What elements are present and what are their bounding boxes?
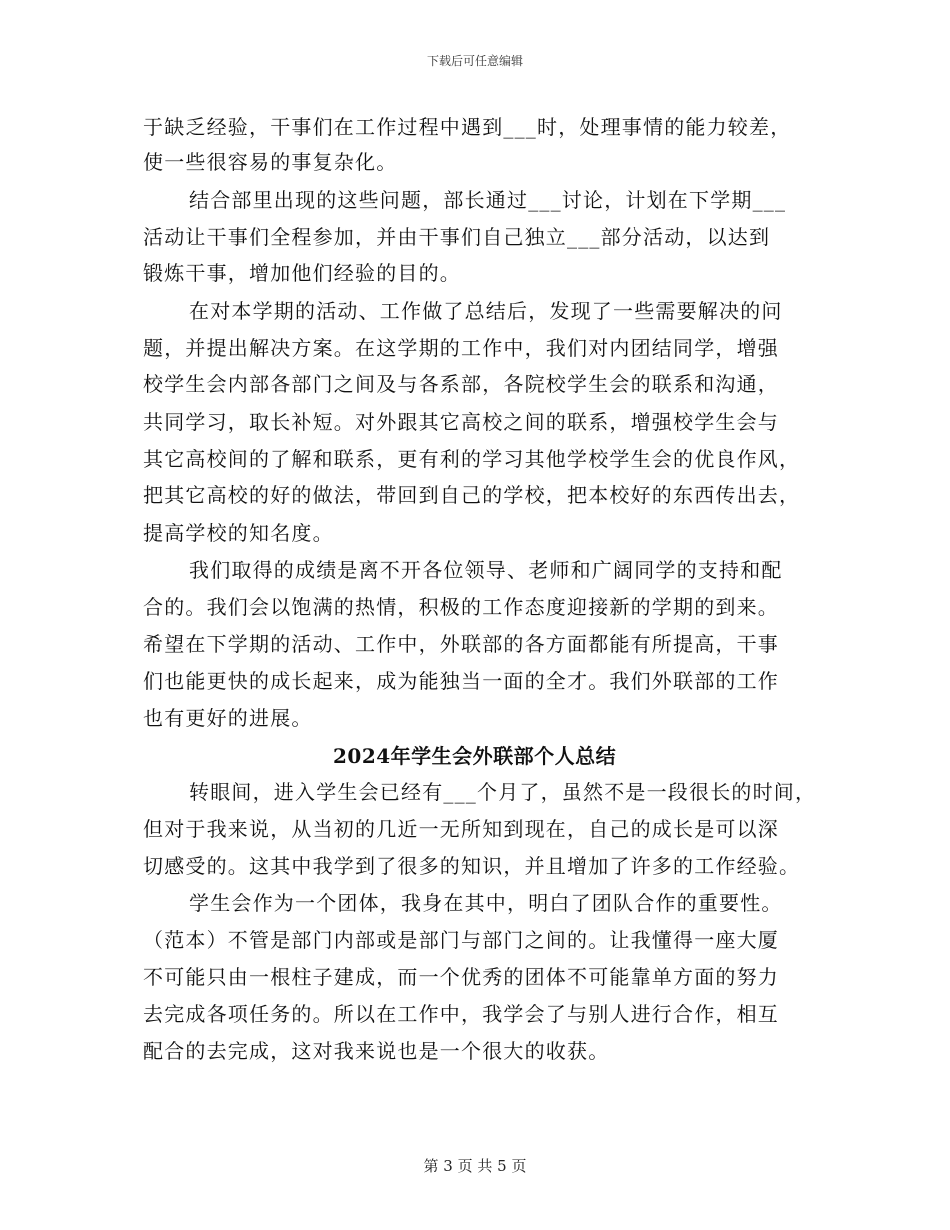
section-line: 学生会作为一个团体，我身在其中，明白了团队合作的重要性。	[189, 891, 783, 915]
body-line: 使一些很容易的事复杂化。	[143, 150, 398, 174]
section-line: 切感受的。这其中我学到了很多的知识，并且增加了许多的工作经验。	[143, 854, 801, 878]
body-line: 也有更好的进展。	[143, 706, 313, 730]
section-title: 2024年学生会外联部个人总结	[333, 744, 617, 768]
body-line: 我们取得的成绩是离不开各位领导、老师和广阔同学的支持和配	[189, 558, 783, 582]
section-line: 转眼间，进入学生会已经有___个月了，虽然不是一段很长的时间，	[189, 780, 817, 804]
body-line: 共同学习，取长补短。对外跟其它高校之间的联系，增强校学生会与	[143, 410, 779, 434]
page-footer: 第 3 页 共 5 页	[423, 1157, 527, 1175]
section-line: （范本）不管是部门内部或是部门与部门之间的。让我懂得一座大厦	[143, 928, 779, 952]
body-line: 把其它高校的好的做法，带回到自己的学校，把本校好的东西传出去，	[143, 483, 801, 507]
page-header: 下载后可任意编辑	[426, 54, 523, 68]
body-line: 锻炼干事，增加他们经验的目的。	[143, 261, 461, 285]
section-line: 但对于我来说，从当初的几近一无所知到现在，自己的成长是可以深	[143, 817, 779, 841]
body-line: 们也能更快的成长起来，成为能独当一面的全才。我们外联部的工作	[143, 669, 779, 693]
body-line: 提高学校的知名度。	[143, 521, 334, 545]
body-line: 校学生会内部各部门之间及与各系部，各院校学生会的联系和沟通，	[143, 372, 779, 396]
body-line: 于缺乏经验，干事们在工作过程中遇到___时，处理事情的能力较差，	[143, 115, 792, 139]
body-line: 结合部里出现的这些问题，部长通过___讨论，计划在下学期___	[189, 188, 787, 212]
section-line: 配合的去完成，这对我来说也是一个很大的收获。	[143, 1039, 610, 1063]
body-line: 合的。我们会以饱满的热情，积极的工作态度迎接新的学期的到来。	[143, 595, 779, 619]
body-line: 在对本学期的活动、工作做了总结后，发现了一些需要解决的问	[189, 299, 783, 323]
body-line: 其它高校间的了解和联系，更有利的学习其他学校学生会的优良作风，	[143, 447, 801, 471]
body-line: 题，并提出解决方案。在这学期的工作中，我们对内团结同学，增强	[143, 336, 779, 360]
body-line: 希望在下学期的活动、工作中，外联部的各方面都能有所提高，干事	[143, 632, 779, 656]
section-line: 不可能只由一根柱子建成，而一个优秀的团体不可能靠单方面的努力	[143, 965, 779, 989]
body-line: 活动让干事们全程参加，并由干事们自己独立___部分活动，以达到	[143, 225, 771, 249]
section-line: 去完成各项任务的。所以在工作中，我学会了与别人进行合作，相互	[143, 1002, 779, 1026]
